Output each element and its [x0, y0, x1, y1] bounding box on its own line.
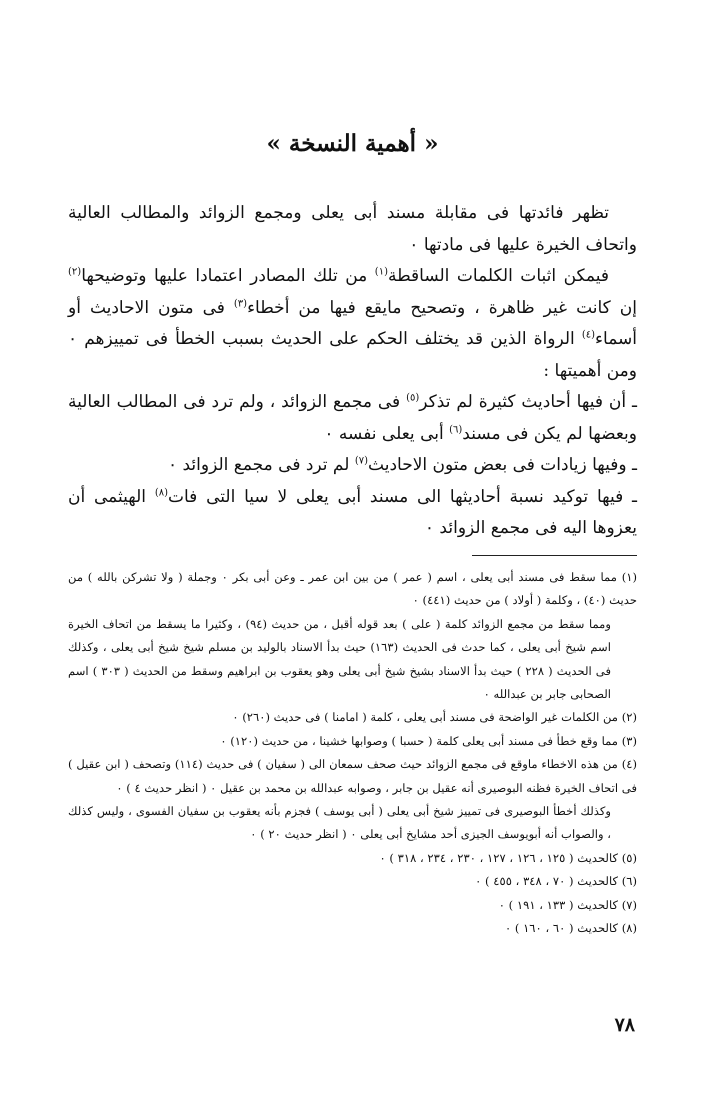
- footnotes: [68, 566, 637, 941]
- text-run: فى مجمع الزوائد ، ولم ترد فى المطالب العالية وبعضها لم يكن فى مسند: [68, 392, 637, 444]
- footnote-2: (٢) من الكلمات غير الواضحة فى مسند أبى يعلى ، كلمة ( امامنا ) فى حديث (٢٦٠) ٠: [232, 710, 637, 725]
- paragraph-intro: تظهر فائدتها فى مقابلة مسند أبى يعلى ومجمع الزوائد والمطالب العالية واتحاف الخيرة عليها فى مادتها ٠: [68, 203, 637, 255]
- footnote-ref-2: (٢): [68, 266, 82, 278]
- footnote-5: (٥) كالحديث ( ١٢٥ ، ١٢٦ ، ١٢٧ ، ٢٣٠ ، ٢٣٤ ، ٣١٨ ) ٠: [379, 850, 637, 865]
- section-title: « أهمية النسخة »: [266, 130, 439, 157]
- main-text: [68, 198, 637, 545]
- footnote-6: (٦) كالحديث ( ٧٠ ، ٣٤٨ ، ٤٥٥ ) ٠: [475, 874, 637, 889]
- footnote-ref-8: (٨): [154, 486, 168, 498]
- footnote-ref-1: (١): [374, 266, 388, 278]
- footnote-separator: [472, 555, 637, 556]
- footnote-8: (٨) كالحديث ( ٦٠ ، ١٦٠ ) ٠: [504, 921, 637, 936]
- footnote-4: (٤) من هذه الاخطاء ماوقع فى مجمع الزوائد حيث صحف سمعان الى ( سفيان ) فى حديث (١١٤) وتصحف ( ابن عقيل ) فى اتحاف الخيرة فظنه البوصيرى أنه عقيل بن جابر ، وصوابه عبدالله بن محمد بن عقيل ٠ ( انظر حديث ٤ ) ٠: [68, 757, 638, 795]
- footnote-ref-5: (٥): [406, 392, 420, 404]
- bullet-item-2: [68, 450, 637, 482]
- text-run: أبى يعلى نفسه ٠: [324, 423, 450, 444]
- footnote-ref-4: (٤): [581, 329, 596, 341]
- text-run: ـ فيها توكيد نسبة أحاديثها الى مسند أبى يعلى لا سيا التى فات: [168, 486, 637, 507]
- footnote-3: (٣) مما وقع خطأ فى مسند أبى يعلى كلمة ( حسبا ) وصوابها خشينا ، من حديث (١٢٠) ٠: [220, 733, 637, 748]
- bullet-item-3: [68, 482, 637, 545]
- text-run: لم ترد فى مجمع الزوائد ٠: [167, 455, 355, 475]
- footnote-ref-3: (٣): [233, 297, 248, 309]
- text-run: ـ أن فيها أحاديث كثيرة لم تذكر: [419, 392, 638, 412]
- text-run: الرواة الذين قد يختلف الحكم على الحديث بسبب الخطأ فى تمييزهم ٠ ومن أهميتها :: [68, 329, 637, 381]
- text-run: فيمكن اثبات الكلمات الساقطة: [387, 266, 609, 286]
- text-run: الهيثمى أن يعزوها اليه فى مجمع الزوائد ٠: [68, 486, 637, 538]
- text-run: ـ وفيها زيادات فى بعض متون الاحاديث: [368, 455, 637, 475]
- footnote-4-continued: وكذلك أخطأ البوصيرى فى تمييز شيخ أبى يعلى ( أبى يوسف ) فجزم بأنه يعقوب بن سفيان الفسوى ، وليس كذلك ، والصواب أنه أبويوسف الجيزى أحد مشايخ أبى يعلى ٠ ( انظر حديث ٢٠ ) ٠: [68, 804, 611, 842]
- paragraph-benefits: [68, 261, 637, 387]
- footnote-1-continued: ومما سقط من مجمع الزوائد كلمة ( على ) بعد قوله أقبل ، من حديث (٩٤) ، وكثيرا ما يسقط من اتحاف الخيرة اسم شيخ أبى يعلى ، كما حدث فى الحديث (١٦٣) حيث بدأ الاسناد بالوليد بن مسلم شيخ شيخ أبى يعلى ، وكذلك فى الحديث ( ٢٢٨ ) حيث بدأ الاسناد بشيخ شيخ أبى يعلى وهو يعقوب بن ابراهيم وسقط من الحديث ( ٣٠٣ ) اسم الصحابى جابر بن عبدالله ٠: [68, 616, 612, 702]
- text-run: من تلك المصادر اعتمادا عليها وتوضيحها: [81, 266, 375, 286]
- footnote-1: (١) مما سقط فى مسند أبى يعلى ، اسم ( عمر ) من بين ابن عمر ـ وعن أبى بكر ٠ وجملة ( ولا تشركن بالله ) من حديث (٤٠) ، وكلمة ( أولاد ) من حديث (٤٤١) ٠: [68, 570, 637, 608]
- footnote-7: (٧) كالحديث ( ١٣٣ ، ١٩١ ) ٠: [498, 897, 637, 912]
- text-run: إن كانت غير ظاهرة ، وتصحيح مايقع فيها من أخطاء: [247, 297, 637, 318]
- text-run: فى متون الاحاديث أو أسماء: [68, 297, 637, 349]
- page-number: ٧٨: [614, 1014, 635, 1036]
- footnote-ref-7: (٧): [354, 455, 369, 467]
- footnote-ref-6: (٦): [449, 423, 463, 435]
- bullet-item-1: [68, 387, 637, 450]
